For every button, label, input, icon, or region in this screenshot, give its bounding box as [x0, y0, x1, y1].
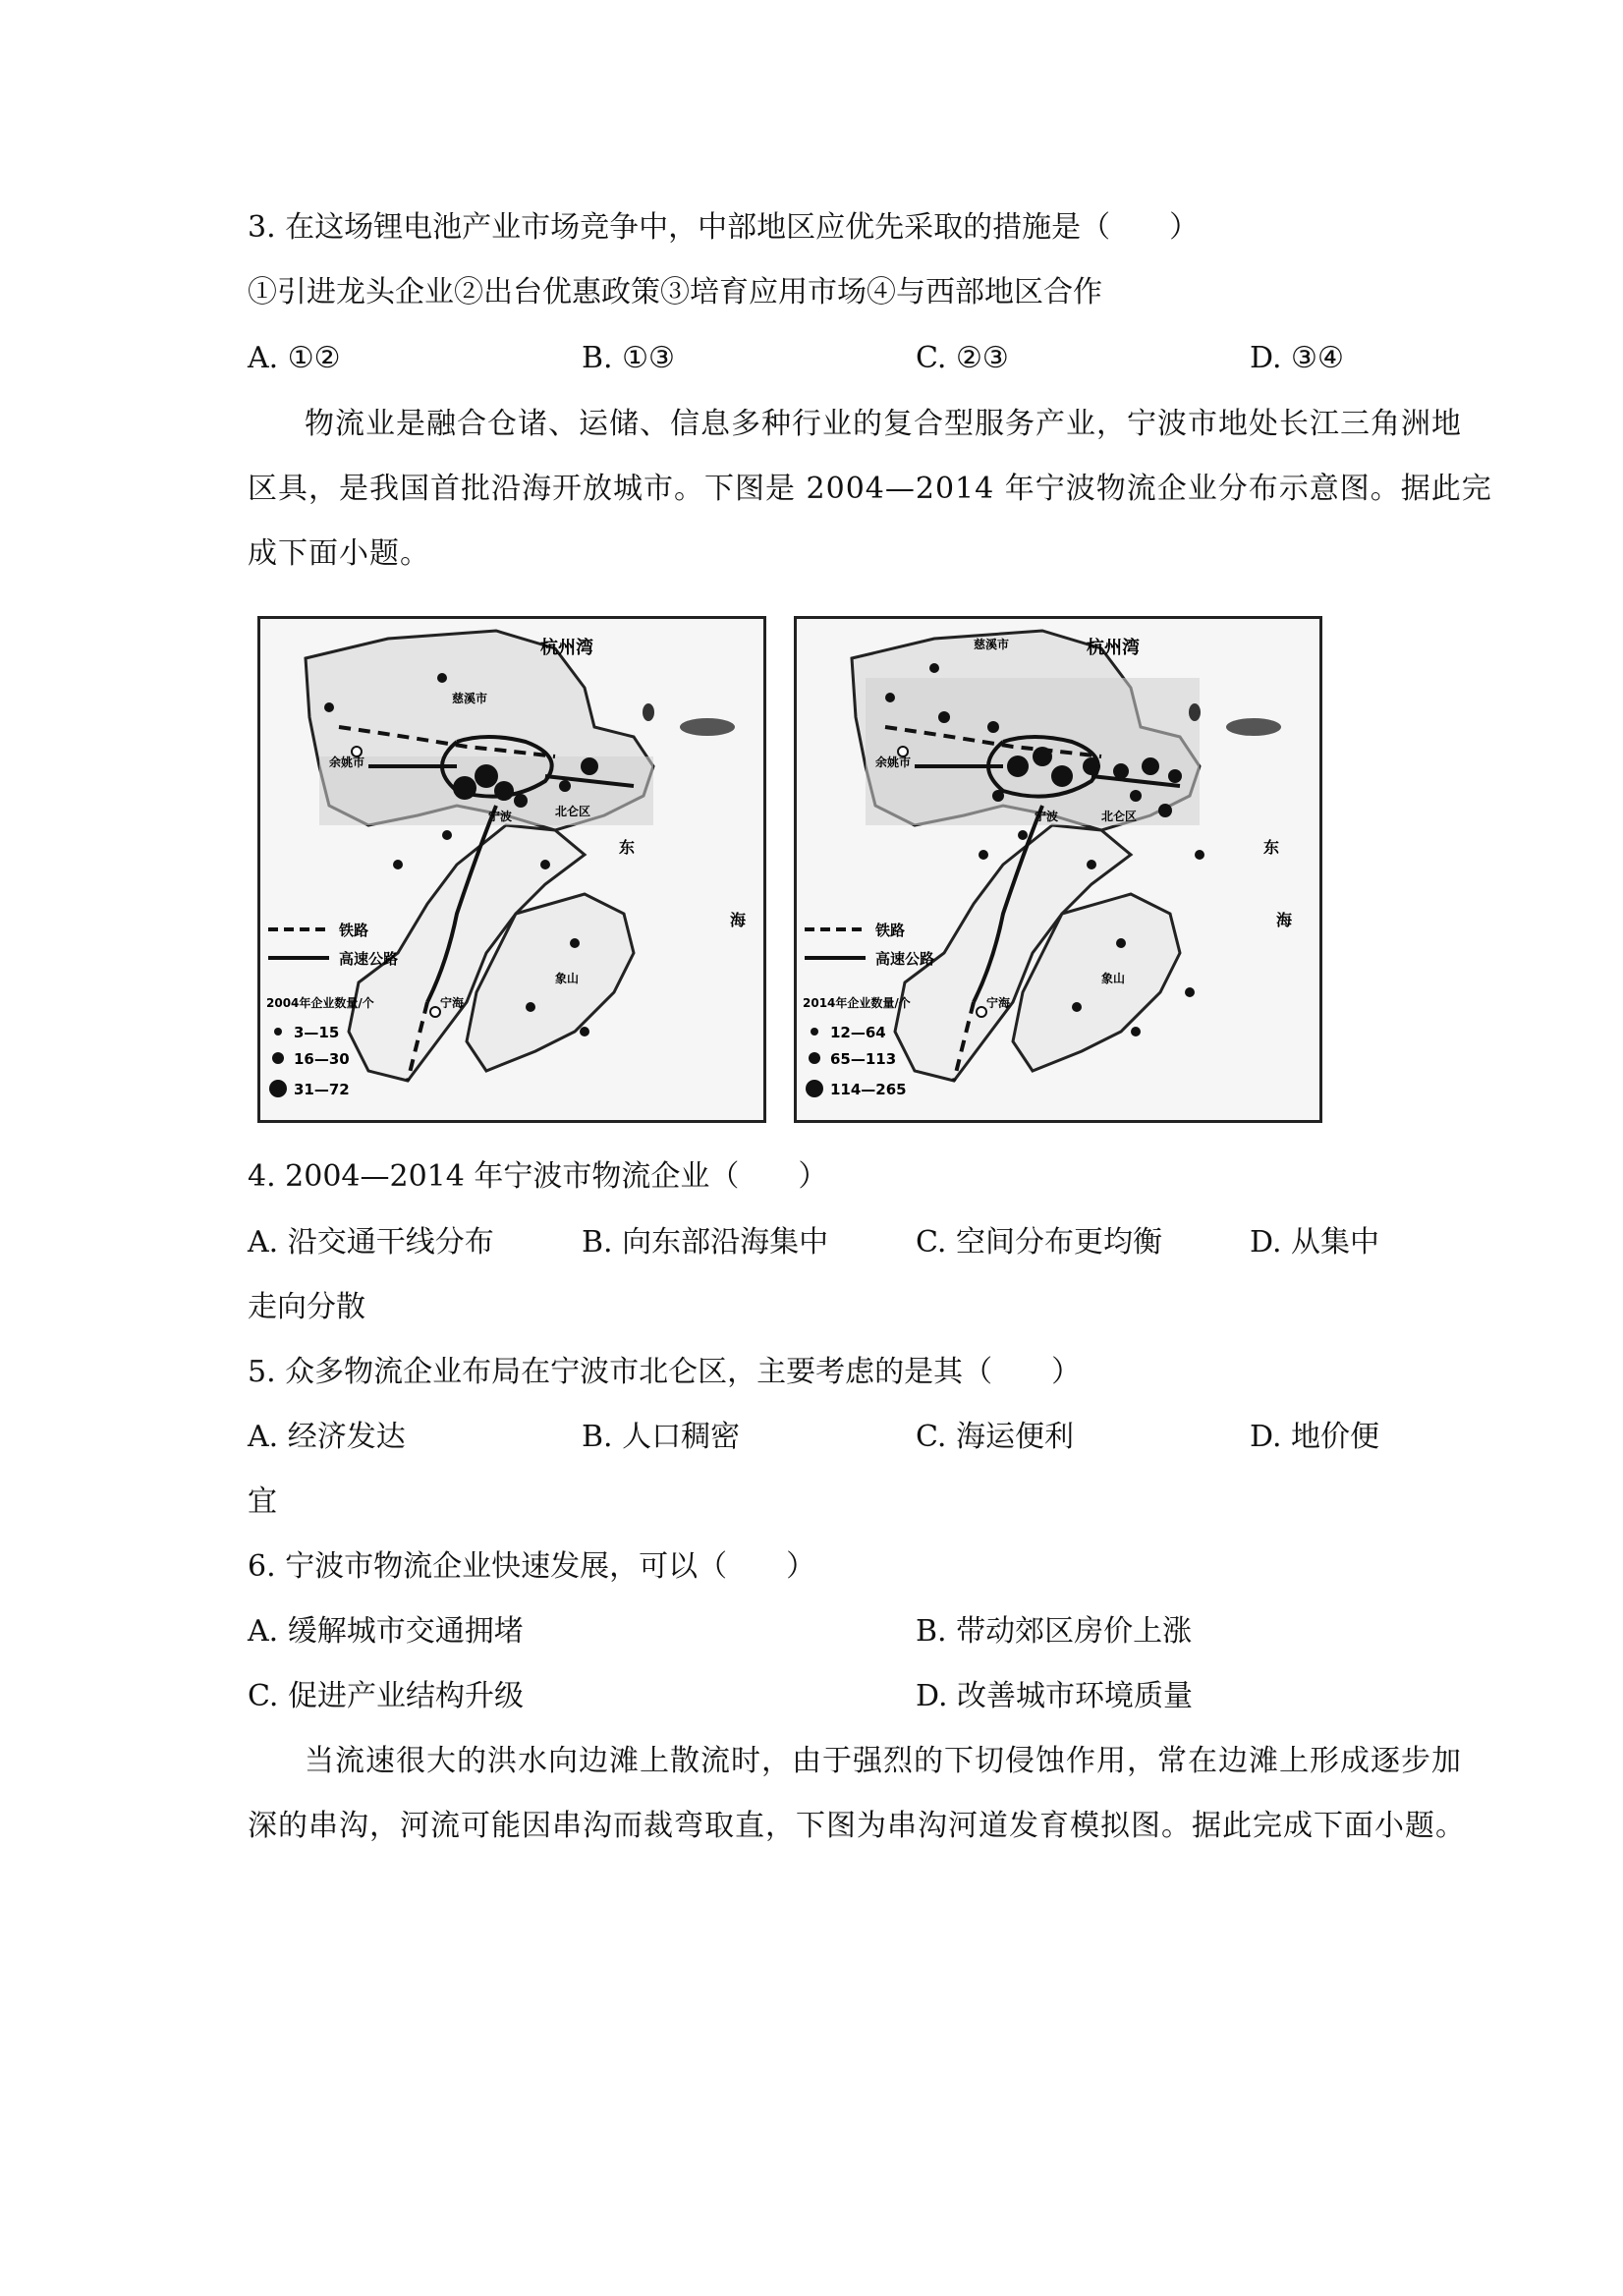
passage1-line3: 成下面小题。 [248, 536, 430, 571]
dot-medium [494, 781, 514, 801]
city-cixi-label: 慈溪市 [452, 692, 488, 705]
q4-option-c: C. 空间分布更均衡 [916, 1225, 1162, 1260]
q3-stem: 3. 在这场锂电池产业市场竞争中，中部地区应优先采取的措施是（ ） [248, 210, 1200, 245]
legend-dot-medium [272, 1052, 284, 1064]
legend-range-small: 3—15 [294, 1024, 340, 1041]
passage1-line2: 区具，是我国首批沿海开放城市。下图是 2004—2014 年宁波物流企业分布示意图。据此完 [248, 472, 1492, 506]
dot-small [437, 673, 447, 683]
map-2004 [257, 616, 766, 1123]
dot-small [1195, 850, 1204, 860]
city-beilun-label: 北仑区 [555, 805, 591, 818]
city-xiangshan-label: 象山 [1101, 972, 1126, 985]
dot-small [1072, 1002, 1082, 1012]
city-marker [977, 1007, 986, 1017]
passage2-line1: 当流速很大的洪水向边滩上散流时，由于强烈的下切侵蚀作用，常在边滩上形成逐步加 [305, 1744, 1462, 1778]
city-cixi-label: 慈溪市 [974, 638, 1010, 651]
bay-label: 杭州湾 [1087, 638, 1140, 658]
island-small [1189, 703, 1201, 721]
dot-small [570, 938, 580, 948]
dot-small [1018, 830, 1028, 840]
city-yuyao-label: 余姚市 [875, 756, 912, 769]
q3-option-c: C. ②③ [916, 341, 1009, 375]
dot-small [324, 702, 334, 712]
legend-title: 2004年企业数量/个 [266, 996, 374, 1010]
dot-small [540, 860, 550, 869]
q3-option-d: D. ③④ [1250, 341, 1344, 375]
sea-label-hai: 海 [730, 911, 747, 929]
sea-label-dong: 东 [1263, 838, 1280, 857]
legend-dot-large [269, 1080, 287, 1097]
dot-small [559, 780, 571, 792]
q5-option-d: D. 地价便 [1250, 1420, 1380, 1454]
legend-dot-small [274, 1028, 282, 1036]
dot-medium [987, 721, 999, 733]
dot-medium [1142, 757, 1159, 775]
q4-option-a: A. 沿交通干线分布 [248, 1225, 494, 1260]
city-ningbo-label: 宁波 [488, 810, 513, 823]
dot-small [1087, 860, 1096, 869]
q4-option-d: D. 从集中 [1250, 1225, 1380, 1260]
q6-option-a: A. 缓解城市交通拥堵 [248, 1614, 524, 1649]
q3-option-a: A. ①② [248, 341, 341, 375]
dot-medium [1113, 763, 1129, 779]
dot-small [929, 663, 939, 673]
dot-small [393, 860, 403, 869]
dot-small [979, 850, 988, 860]
island [680, 718, 735, 736]
legend-highway-label: 高速公路 [875, 950, 935, 968]
city-beilun-label: 北仑区 [1101, 810, 1138, 823]
dot-medium [938, 711, 950, 723]
q5-option-d-wrap: 宜 [248, 1484, 277, 1519]
q4-stem: 4. 2004—2014 年宁波市物流企业（ ） [248, 1159, 828, 1194]
city-yuyao-label: 余姚市 [329, 756, 365, 769]
legend-rail-label: 铁路 [339, 922, 369, 939]
dot-large [1033, 747, 1052, 766]
dot-small [885, 693, 895, 702]
dot-medium [1130, 790, 1142, 802]
legend-rail-label: 铁路 [875, 922, 906, 939]
legend-range-medium: 65—113 [830, 1050, 897, 1068]
sea-label-dong: 东 [619, 838, 636, 857]
dot-small [1131, 1027, 1141, 1036]
map-2014-figure [797, 619, 1319, 1120]
map-2014 [794, 616, 1322, 1123]
q6-option-c: C. 促进产业结构升级 [248, 1679, 524, 1713]
legend-range-large: 31—72 [294, 1081, 350, 1098]
island-small [643, 703, 654, 721]
city-ninghai-label: 宁海 [986, 996, 1011, 1010]
dot-medium [581, 757, 598, 775]
dot-small [526, 1002, 535, 1012]
legend-dot-small [811, 1028, 818, 1036]
map-2004-figure [260, 619, 763, 1120]
dot-medium [992, 790, 1004, 802]
dot-small [442, 830, 452, 840]
dot-large [453, 776, 476, 800]
dot-small [580, 1027, 589, 1036]
dot-small [1116, 938, 1126, 948]
legend-range-small: 12—64 [830, 1024, 886, 1041]
city-ninghai-label: 宁海 [440, 996, 465, 1010]
dot-medium [1168, 769, 1182, 783]
q6-stem: 6. 宁波市物流企业快速发展，可以（ ） [248, 1549, 816, 1584]
legend-dot-medium [809, 1052, 820, 1064]
q5-stem: 5. 众多物流企业布局在宁波市北仑区，主要考虑的是其（ ） [248, 1355, 1082, 1389]
dot-medium [514, 794, 528, 808]
legend-range-medium: 16—30 [294, 1050, 350, 1068]
legend-title: 2014年企业数量/个 [803, 996, 911, 1010]
city-xiangshan-label: 象山 [555, 972, 580, 985]
q3-items: ①引进龙头企业②出台优惠政策③培育应用市场④与西部地区合作 [248, 275, 1102, 309]
dot-large [1051, 765, 1073, 787]
q5-option-b: B. 人口稠密 [582, 1420, 741, 1454]
dot-small [1185, 987, 1195, 997]
q5-option-c: C. 海运便利 [916, 1420, 1074, 1454]
passage2-line2: 深的串沟，河流可能因串沟而裁弯取直，下图为串沟河道发育模拟图。据此完成下面小题。 [248, 1809, 1466, 1843]
q4-option-d-wrap: 走向分散 [248, 1290, 365, 1324]
city-ningbo-label: 宁波 [1035, 810, 1059, 823]
legend-range-large: 114—265 [830, 1081, 907, 1098]
q3-option-b: B. ①③ [582, 341, 675, 375]
dot-large [1007, 756, 1029, 777]
q5-option-a: A. 经济发达 [248, 1420, 406, 1454]
q6-option-d: D. 改善城市环境质量 [916, 1679, 1194, 1713]
q6-option-b: B. 带动郊区房价上涨 [916, 1614, 1193, 1649]
dot-large [1083, 757, 1100, 775]
legend-dot-large [806, 1080, 823, 1097]
bay-label: 杭州湾 [540, 638, 593, 658]
island [1226, 718, 1281, 736]
city-marker [430, 1007, 440, 1017]
q4-option-b: B. 向东部沿海集中 [582, 1225, 829, 1260]
dot-medium [1158, 804, 1172, 817]
legend-highway-label: 高速公路 [339, 950, 399, 968]
passage1-line1: 物流业是融合仓诸、运储、信息多种行业的复合型服务产业，宁波市地处长江三角洲地 [305, 407, 1462, 441]
dot-large [475, 764, 498, 788]
sea-label-hai: 海 [1276, 911, 1293, 929]
shaded-zone [866, 678, 1200, 825]
